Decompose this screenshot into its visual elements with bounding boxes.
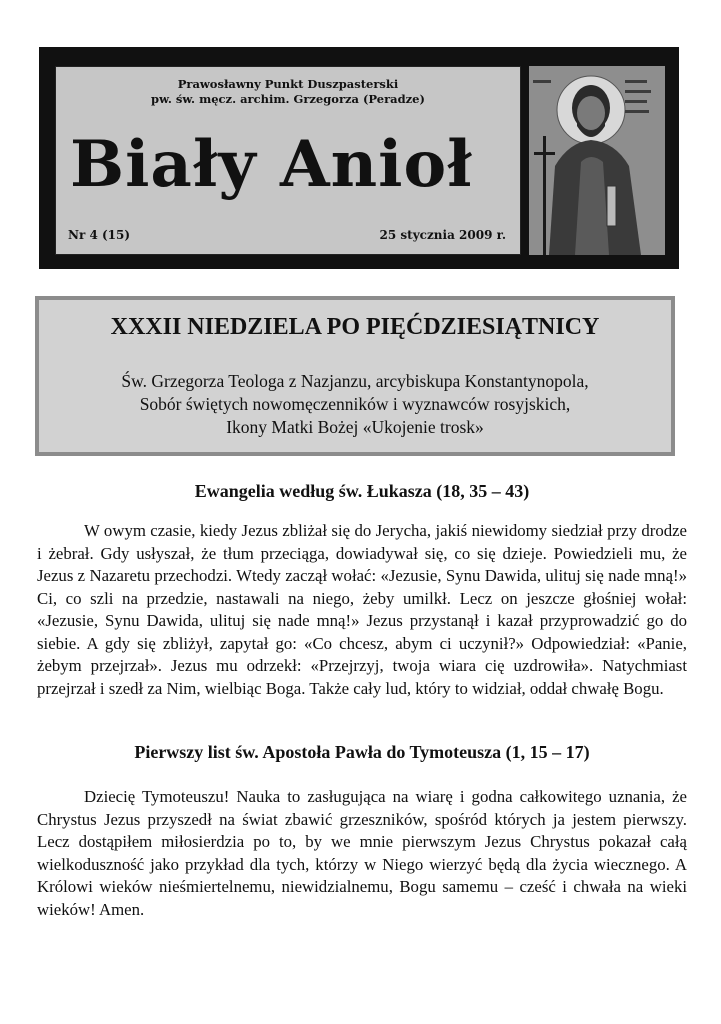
feast-description (39, 370, 671, 439)
publisher-name (56, 77, 520, 107)
feast-box (35, 296, 675, 456)
epistle-text: Dziecię Tymoteuszu! Nauka to zasługująca na wiarę i godna całkowitego uznania, że Chrystus Jezus przyszedł na świat zbawić grzeszników, spośród których ja jestem pierwszy. Lecz dostąpiłem miłosierdzia po to, by we mnie pierwszym Jezus Chrystus pokazał całą wielkoduszność jako przykład dla tych, którzy w Niego wierzyć będą dla życia wiecznego. A Królowi wieków nieśmiertelnemu, niewidzialnemu, Bogu samemu – cześć i chwała na wieki wieków! Amen. (37, 787, 687, 919)
feast-line-3: Ikony Matki Bożej «Ukojenie trosk» (226, 417, 484, 437)
feast-title: XXXII NIEDZIELA PO PIĘĆDZIESIĄTNICY (110, 314, 600, 340)
feast-line-2: Sobór świętych nowomęczenników i wyznawców rosyjskich, (139, 394, 571, 414)
issue-number: Nr 4 (15) (68, 228, 131, 242)
masthead (39, 47, 679, 269)
epistle-title: Pierwszy list św. Apostoła Pawła do Tymoteusza (1, 15 – 17) (134, 742, 590, 762)
feast-line-1: Św. Grzegorza Teologa z Nazjanzu, arcybiskupa Konstantynopola, (121, 371, 589, 391)
gospel-text: W owym czasie, kiedy Jezus zbliżał się do Jerycha, jakiś niewidomy siedział przy drodze i żebrał. Gdy usłyszał, że tłum przeciąga, dowiadywał się, co się dzieje. Powiedzieli mu, że Jezus z Nazaretu przechodzi. Wtedy zaczął wołać: «Jezusie, Synu Dawida, ulituj się nade mną!» Ci, co szli na przedzie, nastawali na niego, żeby umilkł. Lecz on jeszcze głośniej wołał: «Jezusie, Synu Dawida, ulituj się nade mną!» Jezus przystanął i kazał przyprowadzić go do siebie. A gdy się zbliżył, zapytał go: «Co chcesz, abym ci uczynił?» Odpowiedział: «Panie, żebym przejrzał». Jezus mu odrzekł: «Przejrzyj, twoja wiara cię uzdrowiła». Natychmiast przejrzał i szedł za Nim, wielbiąc Boga. Także cały lud, który to widział, oddał chwałę Bogu. (37, 521, 687, 698)
saint-icon-image (529, 66, 665, 255)
publisher-line-1: Prawosławny Punkt Duszpasterski (177, 77, 399, 91)
publisher-line-2: pw. św. męcz. archim. Grzegorza (Peradze) (151, 92, 425, 106)
masthead-panel (55, 66, 521, 255)
issue-date: 25 stycznia 2009 r. (379, 228, 506, 242)
newsletter-title: Biały Anioł (70, 127, 473, 202)
gospel-title: Ewangelia według św. Łukasza (18, 35 – 43) (194, 481, 530, 501)
